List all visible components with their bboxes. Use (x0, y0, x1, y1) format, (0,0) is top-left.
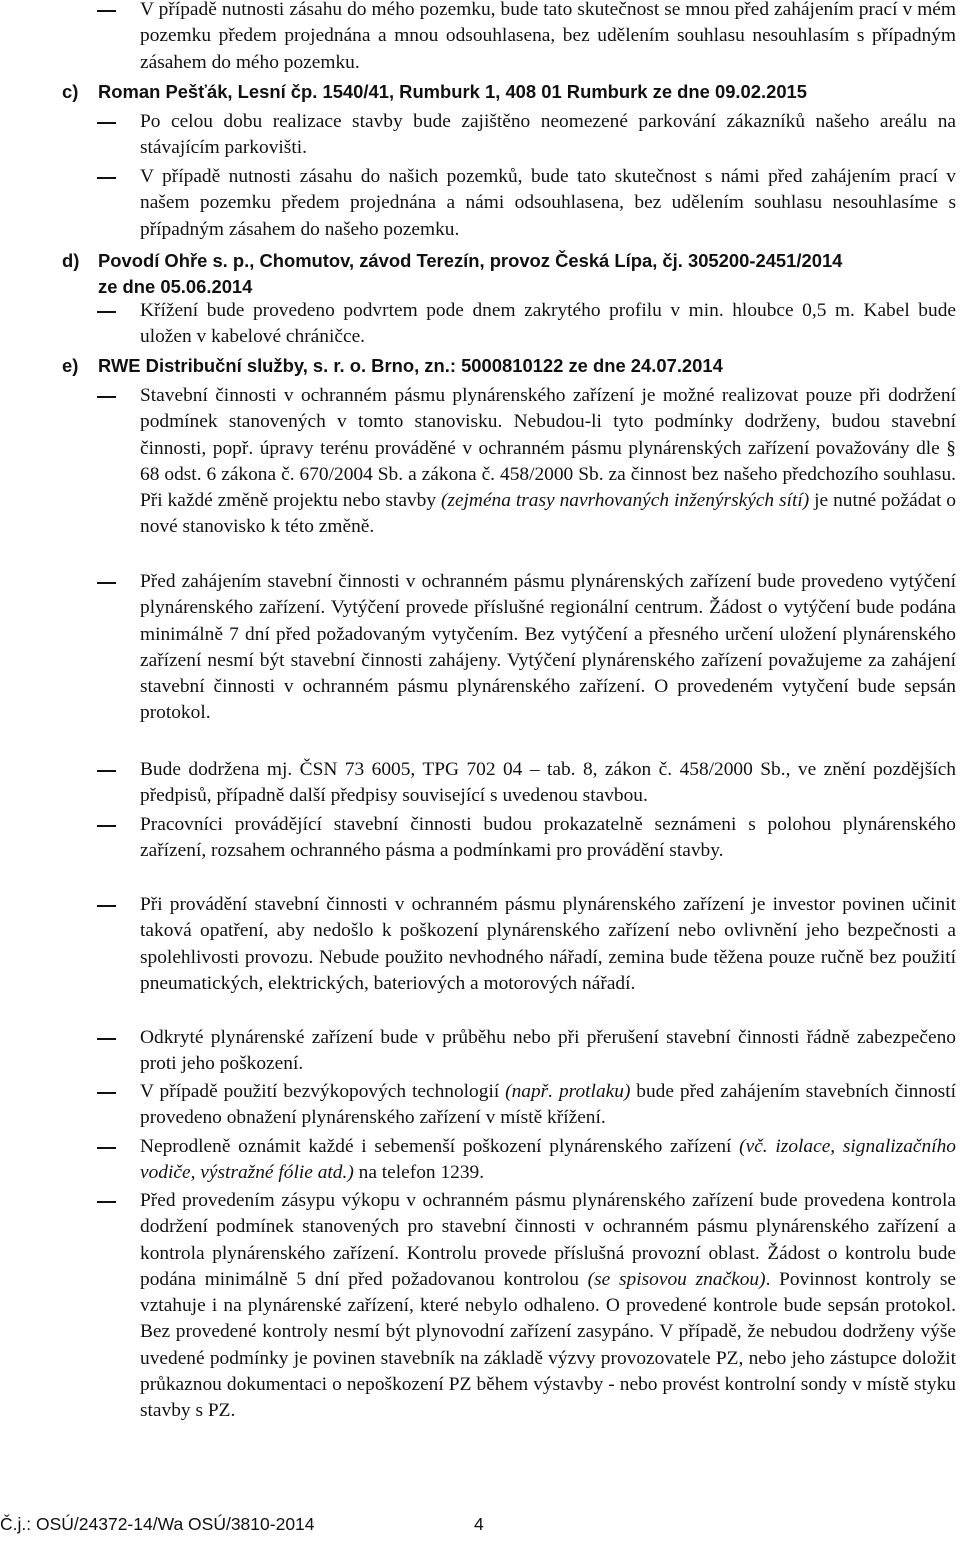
list-item-text: Křížení bude provedeno podvrtem pode dnem zakrytého profilu v min. hloubce 0,5 m. Kabel bude uložen v kabelové chráničce. (140, 300, 956, 348)
list-item-text: V případě nutnosti zásahu do našich pozemků, bude tato skutečnost s námi před zahájením prací v našem pozemku předem projednána a námi odsouhlasena, bez udělením souhlasu nesouhlasíme s případným zásahem do našeho pozemku. (140, 166, 956, 240)
text-run-italic: (např. protlaku) (505, 1081, 631, 1102)
dash-bullet (97, 770, 116, 772)
list-item-text: Bude dodržena mj. ČSN 73 6005, TPG 702 04 – tab. 8, zákon č. 458/2000 Sb., ve znění pozdějších předpisů, případně další předpisy související s uvedenou stavbou. (140, 759, 956, 807)
text-run-italic: (vč. izolace, signalizačního vodiče, výstražné fólie atd.) (140, 1136, 956, 1184)
list-item-text (140, 383, 956, 541)
section-title-date: ze dne 05.06.2014 (98, 276, 253, 298)
list-item-text (140, 1134, 956, 1187)
text-run: je nutné požádat o nové stanovisko k této změně. (140, 490, 957, 538)
section-label: e) (62, 355, 79, 376)
footer-reference: Č.j.: OSÚ/24372-14/Wa OSÚ/3810-2014 (0, 1514, 315, 1534)
dash-bullet (97, 1038, 116, 1040)
text-run: . Povinnost kontroly se vztahuje i na plynárenské zařízení, které nebylo odhaleno. O provedené kontrole bude sepsán protokol. Bez provedené kontroly nesmí být plynovodní zařízení zasypáno. V případě, že nebudou dodrženy výše uvedené podmínky je povinen stavebník na základě výzvy provozovatele PZ, nebo jeho zástupce doložit průkaznou dokumentaci o nepoškození PZ během výstavby - nebo provést kontrolní sondy v místě styku stavby s PZ. (140, 1268, 956, 1422)
dash-bullet (97, 10, 116, 12)
list-item-text: Při provádění stavební činnosti v ochranném pásmu plynárenského zařízení je investor povinen učinit taková opatření, aby nedošlo k poškození plynárenského zařízení nebo ovlivnění jeho bezpečnosti a spolehlivosti provozu. Nebude použito nevhodného nářadí, zemina bude těžena pouze ručně bez použití pneumatických, elektrických, bateriových a motorových nářadí. (140, 894, 956, 994)
list-item-text: Před zahájením stavební činnosti v ochranném pásmu plynárenských zařízení bude provedeno vytýčení plynárenského zařízení. Vytýčení provede příslušné regionální centrum. Žádost o vytýčení bude podána minimálně 7 dní před požadovaným vytyčením. Bez vytýčení a přesného určení uložení plynárenského zařízení nesmí být stavební činnosti zahájeny. Vytýčení plynárenského zařízení považujeme za zahájení stavební činnosti v ochranném pásmu plynárenského zařízení. O provedeném vytyčení bude sepsán protokol. (140, 571, 956, 724)
dash-bullet (97, 177, 116, 179)
dash-bullet (97, 1147, 116, 1149)
section-heading-e (62, 353, 952, 379)
list-item-text (140, 1188, 956, 1425)
dash-bullet (97, 396, 116, 398)
dash-bullet (97, 825, 116, 827)
list-item-text: Po celou dobu realizace stavby bude zajištěno neomezené parkování zákazníků našeho areálu na stávajícím parkovišti. (140, 111, 956, 159)
page-number: 4 (474, 1514, 484, 1534)
dash-bullet (97, 905, 116, 907)
text-run: bude před zahájením stavebních činností provedeno obnažení plynárenského zařízení v místě křížení. (140, 1081, 957, 1129)
text-run: Stavební činnosti v ochranném pásmu plynárenského zařízení je možné realizovat pouze při dodržení podmínek stanovených v tomto stanovisku. Nebudou-li tyto podmínky dodrženy, budou stavební činnosti, popř. úpravy terénu prováděné v ochranném pásmu plynárenských zařízení považovány dle § 68 odst. 6 zákona č. 670/2004 Sb. a zákona č. 458/2000 Sb. za činnost bez našeho předchozího souhlasu. Při každé změně projektu nebo stavby (140, 385, 956, 512)
list-item-text: V případě nutnosti zásahu do mého pozemku, bude tato skutečnost se mnou před zahájením prací v mém pozemku předem projednána a mnou odsouhlasena, bez udělením souhlasu nesouhlasím s případným zásahem do mého pozemku. (140, 0, 956, 73)
dash-bullet (97, 122, 116, 124)
text-run: Před provedením zásypu výkopu v ochranném pásmu plynárenského zařízení bude provedena kontrola dodržení podmínek stanovených pro stavební činnosti v ochranném pásmu plynárenského zařízení a kontrola plynárenského zařízení. Kontrolu provede příslušná provozní oblast. Žádost o kontrolu bude podána minimálně 5 dní před požadovanou kontrolou (140, 1190, 956, 1290)
text-run: Neprodleně oznámit každé i sebemenší poškození plynárenského zařízení (140, 1136, 740, 1157)
text-run-italic: (zejména trasy navrhovaných inženýrských sítí) (440, 490, 810, 512)
list-item-text: Pracovníci provádějící stavební činnosti budou prokazatelně seznámeni s polohou plynárenského zařízení, rozsahem ochranného pásma a podmínkami pro provádění stavby. (140, 814, 956, 862)
section-title: RWE Distribuční služby, s. r. o. Brno, zn.: 5000810122 ze dne 24.07.2014 (98, 355, 723, 376)
section-title: Povodí Ohře s. p., Chomutov, závod Terezín, provoz Česká Lípa, čj. 305200-2451/2014 (98, 250, 843, 271)
section-heading-c (62, 79, 952, 105)
dash-bullet (97, 1201, 116, 1203)
list-item-text: Odkryté plynárenské zařízení bude v průběhu nebo při přerušení stavební činnosti řádně zabezpečeno proti jeho poškození. (140, 1027, 956, 1075)
section-title: Roman Pešťák, Lesní čp. 1540/41, Rumburk 1, 408 01 Rumburk ze dne 09.02.2015 (98, 81, 808, 102)
text-run: na telefon 1239. (353, 1162, 485, 1184)
dash-bullet (97, 311, 116, 313)
section-label: c) (62, 81, 79, 102)
section-label: d) (62, 250, 80, 271)
dash-bullet (97, 582, 116, 584)
section-heading-d (62, 248, 952, 301)
text-run: V případě použití bezvýkopových technologií (140, 1081, 506, 1102)
dash-bullet (97, 1092, 116, 1094)
text-run-italic: (se spisovou značkou) (587, 1268, 766, 1290)
list-item-text (140, 1079, 956, 1132)
